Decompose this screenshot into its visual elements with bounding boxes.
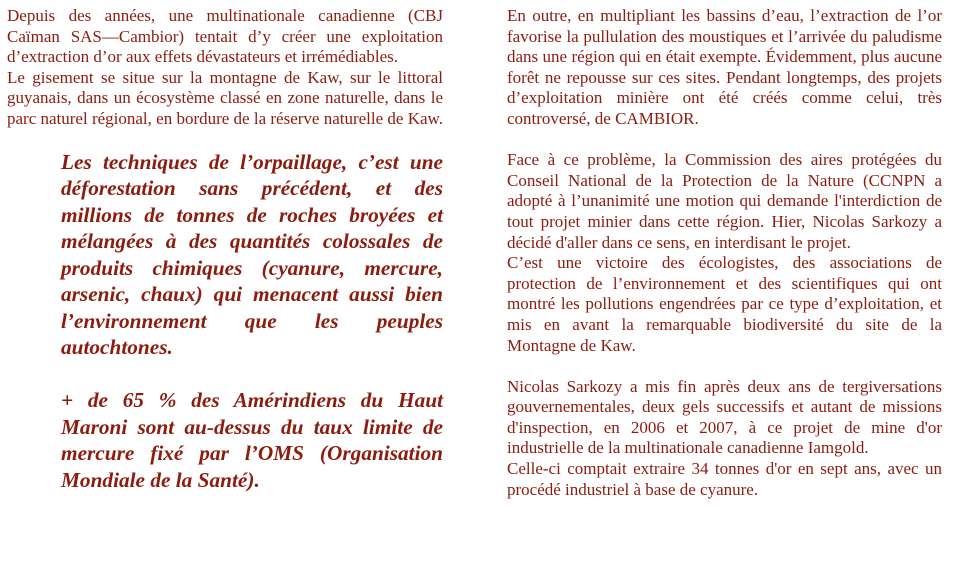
- location-paragraph: Le gisement se situe sur la montagne de Kaw, sur le littoral guyanais, dans un écosystème classé en zone naturelle, dans le parc naturel régional, en bordure de la réserve naturelle de Kaw.: [7, 67, 443, 128]
- paragraph-spacer: [507, 356, 942, 377]
- ccnpn-paragraph: Face à ce problème, la Commission des aires protégées du Conseil National de la Protection de la Nature (CCNPN a adopté à l’unanimité une motion qui demande l'interdiction de tout projet minier dans cette région. Hier, Nicolas Sarkozy a décidé d'aller dans ce sens, en interdisant le projet.: [507, 150, 942, 252]
- victory-paragraph: C’est une victoire des écologistes, des associations de protection de l’environnement et des scientifiques qui ont montré les pollutions engendrées par ce type d’exploitation, et mis en avant la remarquable biodiversité du site de la Montagne de Kaw.: [507, 253, 942, 355]
- cyanide-paragraph: Celle-ci comptait extraire 34 tonnes d'or en sept ans, avec un procédé industriel à base de cyanure.: [507, 459, 942, 499]
- pull-quote-orpaillage: Les techniques de l’orpaillage, c’est une déforestation sans précédent, et des millions de tonnes de roches broyées et mélangées à des quantités colossales de produits chimiques (cyanure, mercure, arsenic, chaux) qui menacent aussi bien l’environnement que les peuples autochtones.: [61, 149, 443, 360]
- pull-quote: [61, 149, 443, 494]
- right-column: [507, 6, 942, 500]
- paragraph-spacer: [507, 130, 942, 151]
- intro-paragraph: Depuis des années, une multinationale canadienne (CBJ Caïman SAS—Cambior) tentait d’y créer une exploitation d’extraction d’or aux effets dévastateurs et irrémédiables.: [7, 6, 443, 67]
- malaria-paragraph: En outre, en multipliant les bassins d’eau, l’extraction de l’or favorise la pullulation des moustiques et l’arrivée du paludisme dans une région qui en était exempte. Évidemment, plus aucune forêt ne repousse sur ces sites. Pendant longtemps, des projets d’exploitation minière ont été créés comme celui, très controversé, de CAMBIOR.: [507, 6, 942, 128]
- left-column: [7, 6, 443, 493]
- pull-quote-mercury: + de 65 % des Amérindiens du Haut Maroni sont au-dessus du taux limite de mercure fixé par l’OMS (Organisation Mondiale de la Santé).: [61, 388, 443, 492]
- sarkozy-paragraph: Nicolas Sarkozy a mis fin après deux ans de tergiversations gouvernementales, deux gels successifs et autant de missions d'inspection, en 2006 et 2007, à ce projet de mine d'or industrielle de la multinationale canadienne Iamgold.: [507, 376, 942, 458]
- quote-spacer: [61, 361, 443, 388]
